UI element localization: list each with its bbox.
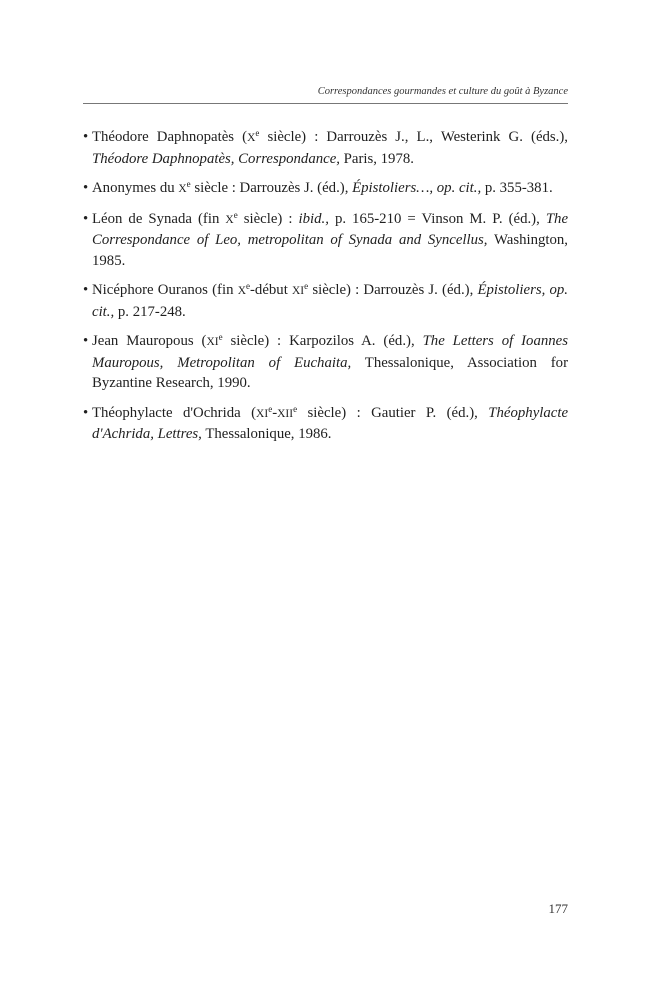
century-superscript: e xyxy=(186,179,191,189)
entry-text: Léon de Synada (fin xyxy=(92,210,226,227)
bullet-icon: • xyxy=(83,333,89,349)
entry-text: siècle : Darrouzès J. (éd.), xyxy=(190,180,353,196)
entry-text: Paris, 1978. xyxy=(339,150,414,167)
entry-text: p. 355-381. xyxy=(481,180,553,196)
entry-text: siècle) : Darrouzès J. (éd.), xyxy=(308,282,478,298)
entry-text: Théodore Daphnopatès ( xyxy=(92,129,248,145)
entry-title: The Correspondance of Leo, metropolitan of Synada and Syncellus, xyxy=(92,210,569,248)
entry-title: The Letters of Ioannes Mauropous, Metropolitan of Euchaita, xyxy=(92,333,568,371)
century-superscript: e xyxy=(293,403,298,414)
entry-text: siècle) : Gautier P. (éd.), xyxy=(297,404,489,421)
entry-title: Théodore Daphnopatès, Correspondance, xyxy=(92,150,340,167)
entry-title: ibid., xyxy=(298,210,329,227)
entry-text: p. 165-210 = Vinson M. P. (éd.), xyxy=(328,210,546,227)
entry-text: Théophylacte d'Ochrida ( xyxy=(92,404,257,421)
entry-text: Nicéphore Ouranos (fin xyxy=(92,282,238,298)
entry-text: -début xyxy=(250,282,292,298)
bibliography-entry xyxy=(83,178,568,200)
page-number: 177 xyxy=(548,901,568,916)
bibliography-entry xyxy=(83,331,568,394)
century-numeral: X xyxy=(225,213,234,226)
century-superscript: e xyxy=(233,209,238,220)
bibliography-entry xyxy=(83,280,568,322)
running-head: Correspondances gourmandes et culture du goût à Byzance xyxy=(317,86,568,97)
entry-title: Épistoliers, op. cit., xyxy=(92,282,568,320)
bibliography-entry xyxy=(83,209,568,272)
bullet-icon: • xyxy=(83,404,89,421)
century-numeral: X xyxy=(247,132,256,144)
entry-text: - xyxy=(272,404,278,421)
century-superscript: e xyxy=(246,281,250,291)
bibliography-entry xyxy=(83,403,568,445)
entry-text: Washington, 1985. xyxy=(92,232,568,269)
century-numeral: XII xyxy=(277,407,294,420)
century-superscript: e xyxy=(268,403,273,414)
century-numeral: XI xyxy=(206,336,219,348)
entry-title: Épistoliers…, op. cit., xyxy=(352,180,482,196)
entry-text: siècle) : Darrouzès J., L., Westerink G. (éds.), xyxy=(259,129,568,145)
entry-text: Thessalonique, 1986. xyxy=(201,426,332,442)
entry-title: Théophylacte d'Achrida, Lettres, xyxy=(92,404,569,442)
century-superscript: e xyxy=(304,281,309,291)
bullet-icon: • xyxy=(83,282,89,298)
century-superscript: e xyxy=(218,332,223,342)
entry-text: siècle) : Karpozilos A. (éd.), xyxy=(222,333,423,349)
entry-text: Jean Mauropous ( xyxy=(92,333,207,349)
header-rule xyxy=(83,103,568,104)
century-superscript: e xyxy=(255,128,260,138)
entry-text: siècle) : xyxy=(237,210,299,227)
century-numeral: XI xyxy=(256,407,269,420)
entry-text: p. 217-248. xyxy=(114,303,186,320)
bibliography-list xyxy=(83,127,568,454)
century-numeral: XI xyxy=(292,285,305,297)
bibliography-entry xyxy=(83,127,568,169)
century-numeral: X xyxy=(237,285,246,297)
bullet-icon: • xyxy=(83,210,89,227)
entry-text: Anonymes du xyxy=(92,180,179,196)
century-numeral: X xyxy=(178,183,187,195)
entry-text: Thessalonique, Association for Byzantine Research, 1990. xyxy=(92,354,568,391)
bullet-icon: • xyxy=(83,180,89,196)
bullet-icon: • xyxy=(83,129,89,145)
